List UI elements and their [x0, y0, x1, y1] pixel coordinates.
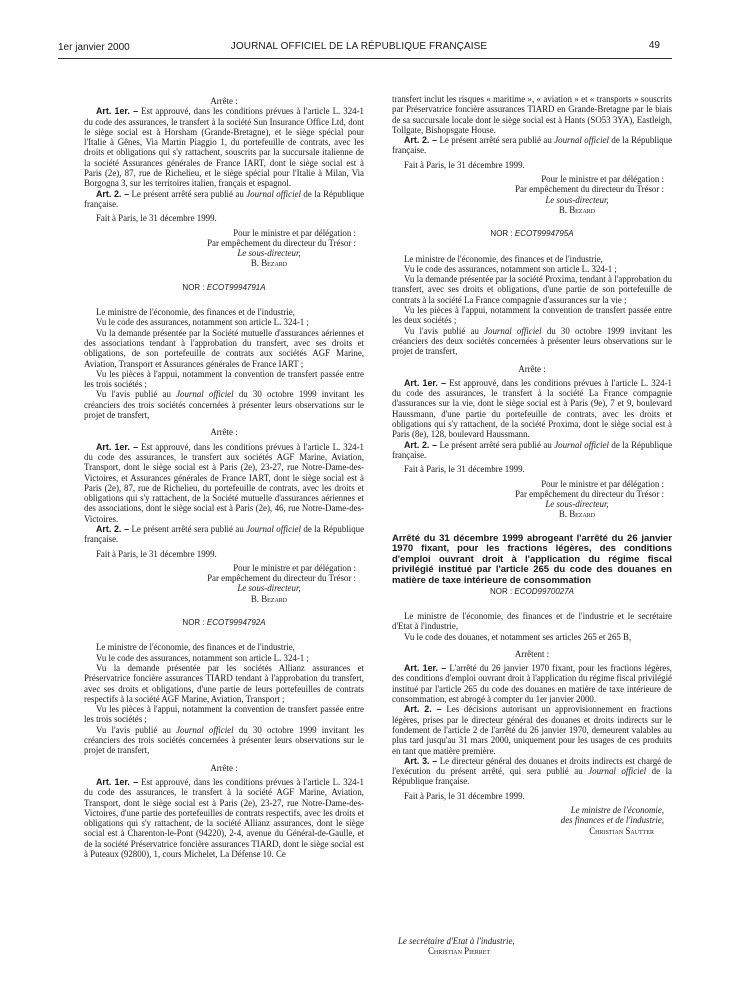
fait-a-paris: Fait à Paris, le 31 décembre 1999. — [96, 548, 217, 559]
article-1: Art. 1er. – Est approuvé, dans les conditions prévues à l'article L. 324-1 du code des assurances, le transfert à la société Sun Insurance Office Ltd, dont le siège social est à Horsham (Grande-Bretagne), et le siège spécial pour l'Italie à Gênes, Via Martin Piaggio 1, du portefeuille de contrats, avec les droits et obligations qui s'y rattachent, souscrits par la succursale italienne de la société Assurances générales de France IART, dont le siège social est à Paris (2e), 87, rue de Richelieu, et le siège spécial pour l'Italie à Milan, Via Borgogna 3, sur les territoires italien, français et espagnol. — [84, 106, 364, 189]
article-1: Art. 1er. – Est approuvé, dans les conditions prévues à l'article L. 324-1 du code des assurances, le transfert à la société AGF Marine, Aviation, Transport, dont le siège social est à Paris (2e), 23-27, rue Notre-Dame-des-Victoires, d'une partie des portefeuilles de contrats respectifs, avec les droits et obligations qui s'y rattachent, de la société Allianz assurances, dont le siège social est à Charenton-le-Pont (94220), 2-4, avenue du Général-de-Gaulle, et de la société Préservatrice foncière assurances TIARD, dont le siège social est à Puteaux (92800), 1, cours Michelet, La Défense 10. Ce — [84, 776, 364, 859]
page-number: 49 — [648, 40, 660, 51]
article-2: Art. 2. – Le présent arrêté sera publié au Journal officiel de la République française. — [84, 188, 365, 209]
article-3: Art. 3. – Le directeur général des douanes et droits indirects est chargé de l'exécution du présent arrêté, qui sera publié au Journal officiel de la République française. — [392, 755, 672, 787]
nor-reference: NOR : ECOT9994792A — [182, 618, 266, 628]
signature-name: B. Bezard — [558, 509, 596, 520]
signature-line: Pour le ministre et par délégation : — [233, 227, 356, 238]
signature-line: Par empêchement du directeur du Trésor : — [515, 184, 664, 195]
preamble-line: Vu l'avis publié au Journal officiel du 30 octobre 1999 invitant les créanciers des deux sociétés concernées à présenter leurs observations sur le projet de transfert, — [392, 325, 672, 357]
preamble-line: Vu l'avis publié au Journal officiel du 30 octobre 1999 invitant les créanciers des trois sociétés concernées à présenter leurs observations sur le projet de transfert, — [84, 389, 364, 421]
fait-a-paris: Fait à Paris, le 31 décembre 1999. — [96, 213, 217, 224]
article-1: Art. 1er. – Est approuvé, dans les conditions prévues à l'article L. 324-1 du code des assurances, le transfert aux sociétés AGF Marine, Aviation, Transport, dont le siège social est à Paris (2e), 23-27, rue Notre-Dame-des-Victoires, et Assurances générales de France IART, dont le siège social est à Paris (2e), 87, rue de Richelieu, du portefeuille de contrats, avec les droits et obligations qui s'y rattachent, de la Société mutuelle d'assurances aériennes et des associations, dont le siège social est à Paris (2e), 46, rue Notre-Dame-des-Victoires. — [84, 441, 364, 524]
arrete-heading: Arrête : — [518, 363, 546, 374]
article-2: Art. 2. – Le présent arrêté sera publié au Journal officiel de la République française. — [84, 523, 365, 545]
article-1: Art. 1er. – L'arrêté du 26 janvier 1970 fixant, pour les fractions légères, des conditions d'emploi ouvrant droit à l'application du régime fiscal privilégié institué par l'article 265 du code des douanes en matière de taxe intérieure de consommation, est abrogé à compter du 1er janvier 2000. — [392, 663, 673, 705]
header-rule — [58, 58, 672, 59]
signature-title: Le sous-directeur, — [237, 248, 301, 259]
header-title: JOURNAL OFFICIEL DE LA RÉPUBLIQUE FRANÇAISE — [230, 41, 488, 52]
nor-reference: NOR : ECOD9970027A — [489, 586, 575, 596]
preamble-line: Vu les pièces à l'appui, notamment la convention de transfert passée entre les trois sociétés ; — [84, 704, 364, 725]
arrete-heading: Arrête : — [210, 427, 238, 438]
preamble-line: Le ministre de l'économie, des finances et de l'industrie et le secrétaire d'Etat à l'industrie, — [392, 610, 672, 632]
signature-name: Christian Pierret — [428, 946, 491, 957]
continued-text: transfert inclut les risques « maritime », « aviation » et « transports » souscrits par Préservatrice foncière assurances TIARD en Grande-Bretagne par le biais de sa succursale locale dont le siège social est à Hants (SO53 3YA), Eastleigh, Tollgate, Bishopsgate House. — [392, 94, 672, 135]
signature-title: Le sous-directeur, — [545, 194, 609, 205]
preamble-line: Le ministre de l'économie, des finances et de l'industrie, — [404, 253, 603, 264]
signature-name: B. Bezard — [558, 204, 596, 215]
preamble-line: Vu le code des douanes, et notamment ses articles 265 et 265 B, — [404, 631, 632, 642]
preamble-line: Vu le code des assurances, notamment son article L. 324-1 ; — [96, 317, 309, 328]
preamble-line: Le ministre de l'économie, des finances et de l'industrie, — [96, 307, 295, 318]
nor-reference: NOR : ECOT9994791A — [182, 282, 266, 292]
preamble-line: Vu le code des assurances, notamment son article L. 324-1 ; — [404, 263, 617, 274]
signature-line: Pour le ministre et par délégation : — [233, 562, 356, 573]
arrete-heading: Arrête : — [210, 96, 238, 106]
signature-line: des finances et de l'industrie, — [560, 815, 664, 826]
decree-title: Arrêté du 31 décembre 1999 abrogeant l'arrêté du 26 janvier 1970 fixant, pour les fractions légères, des conditions d'emploi ouvrant droit à l'application du régime fiscal privilégié institué par l'article 265 du code des douanes en matière de taxe intérieure de consommation — [392, 532, 672, 587]
signature-line: Par empêchement du directeur du Trésor : — [207, 573, 356, 584]
preamble-line: Le ministre de l'économie, des finances et de l'industrie, — [96, 642, 295, 653]
article-1: Art. 1er. – Est approuvé, dans les conditions prévues à l'article L. 324-1 du code des assurances, le transfert à la société La France compagnie d'assurances sur la vie, dont le siège social est à Paris (9e), 7 et 9, boulevard Haussmann, d'une partie du portefeuille de contrats, avec les droits et obligations qui s'y rattachent, de la société Proxima, dont le siège social est à Paris (8e), 128, boulevard Haussmann. — [392, 377, 672, 440]
signature-line: Par empêchement du directeur du Trésor : — [515, 488, 664, 499]
preamble-line: Vu la demande présentée par la société Proxima, tendant à l'approbation du transfert, avec ses droits et obligations, d'une partie de son portefeuille de contrats à la société La France compagnie d'assurances sur la vie ; — [392, 274, 672, 305]
right-column — [392, 94, 672, 836]
fait-a-paris: Fait à Paris, le 31 décembre 1999. — [404, 159, 525, 170]
page-header — [58, 40, 660, 56]
signature-title: Le sous-directeur, — [237, 583, 301, 594]
signature-line: Pour le ministre et par délégation : — [541, 174, 664, 185]
fait-a-paris: Fait à Paris, le 31 décembre 1999. — [404, 464, 525, 475]
signature-name: Christian Sautter — [589, 825, 654, 836]
nor-reference: NOR : ECOT9994795A — [490, 229, 574, 239]
preamble-line: Vu la demande présentée par les sociétés Allianz assurances et Préservatrice foncière assurances TIARD tendant à l'approbation du transfert, avec ses droits et obligations, d'une partie de leurs portefeuilles de contrats respectifs à la société AGF Marine, Aviation, Transport ; — [84, 662, 364, 704]
preamble-line: Vu le code des assurances, notamment son article L. 324-1 ; — [96, 652, 309, 663]
secretary-signature — [398, 936, 598, 957]
preamble-line: Vu les pièces à l'appui, notamment la convention de transfert passée entre les trois sociétés ; — [84, 368, 364, 390]
signature-line: Le ministre de l'économie, — [570, 805, 664, 815]
signature-name: B. Bezard — [250, 258, 288, 269]
signature-line: Par empêchement du directeur du Trésor : — [207, 237, 356, 248]
preamble-line: Vu l'avis publié au Journal officiel du 30 octobre 1999 invitant les créanciers des trois sociétés concernées à présenter leurs observations sur le projet de transfert, — [84, 724, 364, 756]
preamble-line: Vu la demande présentée par la Société mutuelle d'assurances aériennes et des associations tendant à l'approbation du transfert, avec ses droits et obligations, de son portefeuille de contrats aux sociétés AGF Marine, Aviation, Transport et Assurances générales de France IART ; — [84, 327, 364, 369]
arretent-heading: Arrêtent : — [514, 648, 550, 659]
article-2: Art. 2. – Le présent arrêté sera publié au Journal officiel de la République française. — [392, 439, 673, 460]
header-date: 1er janvier 2000 — [58, 42, 130, 53]
left-column — [84, 96, 364, 859]
signature-line: Pour le ministre et par délégation : — [541, 478, 664, 489]
signature-title: Le sous-directeur, — [545, 499, 609, 510]
article-2: Art. 2. – Le présent arrêté sera publié au Journal officiel de la République française. — [392, 135, 673, 156]
arrete-heading: Arrête : — [210, 762, 238, 773]
preamble-line: Vu les pièces à l'appui, notamment la convention de transfert passée entre les deux sociétés ; — [392, 305, 672, 326]
fait-a-paris: Fait à Paris, le 31 décembre 1999. — [404, 790, 525, 801]
article-2: Art. 2. – Les décisions autorisant un approvisionnement en fractions légères, prises par le directeur général des douanes et droits indirects sur le fondement de l'article 2 de l'arrêté du 26 janvier 1970, demeurent valables au plus tard jusqu'au 31 mars 2000, uniquement pour les usages de ces produits en tant que matière première. — [392, 704, 672, 756]
signature-name: B. Bezard — [250, 593, 288, 604]
signature-line: Le secrétaire d'Etat à l'industrie, — [398, 936, 515, 946]
